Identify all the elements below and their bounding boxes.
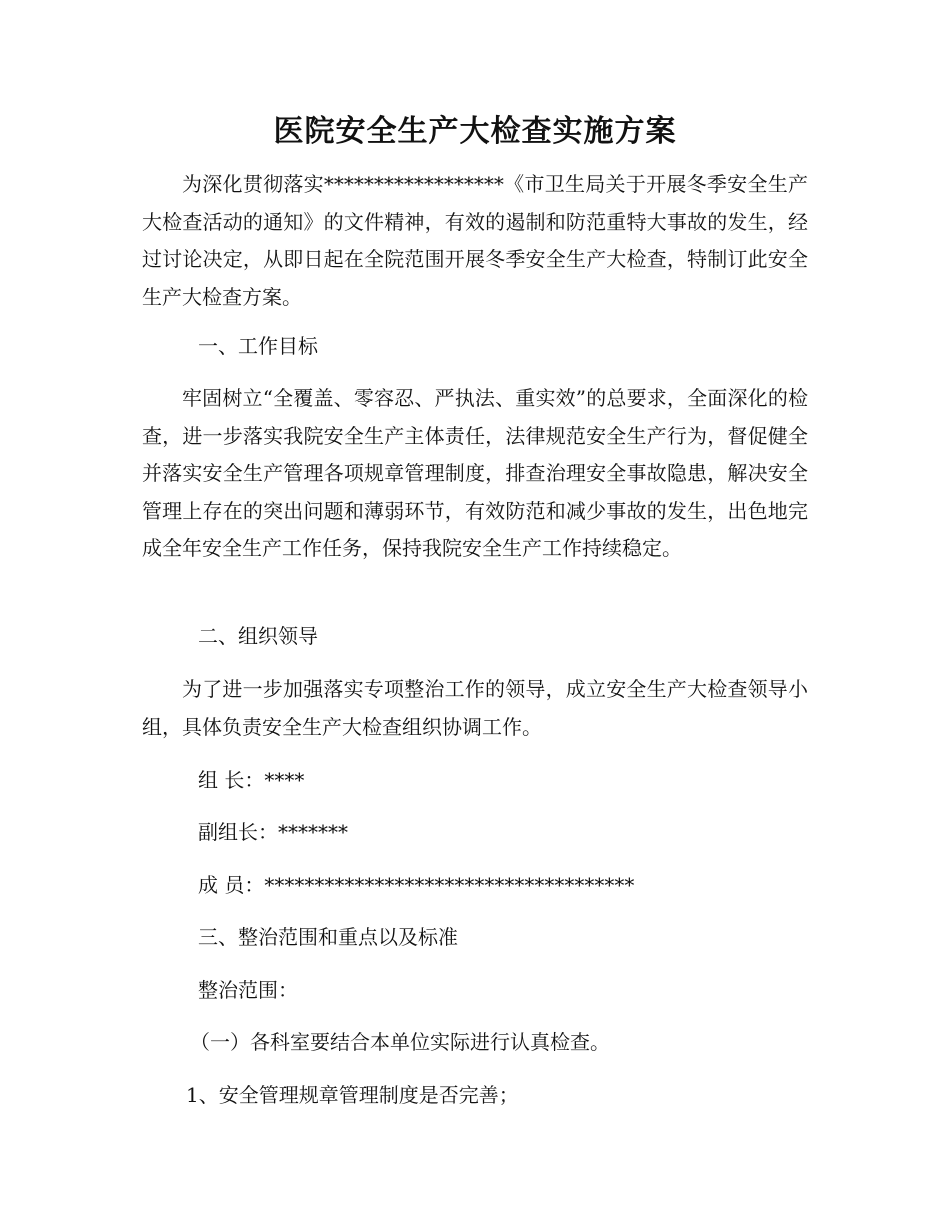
section-heading-scope: 三、整治范围和重点以及标准 bbox=[198, 925, 458, 949]
leader-line: 组 长：**** bbox=[198, 768, 305, 792]
document-title: 医院安全生产大检查实施方案 bbox=[273, 114, 677, 149]
deputy-leader-line: 副组长：******* bbox=[198, 820, 348, 844]
scope-item-1: （一）各科室要结合本单位实际进行认真检查。 bbox=[190, 1030, 610, 1054]
section-heading-goals: 一、工作目标 bbox=[198, 334, 318, 358]
members-line: 成 员：************************************* bbox=[198, 873, 635, 897]
intro-paragraph: 为深化贯彻落实******************《市卫生局关于开展冬季安全生产大检查活动的通知》的文件精神，有效的遏制和防范重特大事故的发生，经过讨论决定，从即日起在全院范围开展冬季安全生产大检查，特制订此安全生产大检查方案。 bbox=[142, 172, 808, 309]
scope-label: 整治范围： bbox=[198, 978, 298, 1002]
section-heading-organization: 二、组织领导 bbox=[198, 624, 318, 648]
organization-paragraph: 为了进一步加强落实专项整治工作的领导，成立安全生产大检查领导小组，具体负责安全生产大检查组织协调工作。 bbox=[142, 677, 808, 739]
goals-paragraph: 牢固树立“全覆盖、零容忍、严执法、重实效”的总要求，全面深化的检查，进一步落实我院安全生产主体责任，法律规范安全生产行为，督促健全并落实安全生产管理各项规章管理制度，排查治理安全事故隐患，解决安全管理上存在的突出问题和薄弱环节，有效防范和减少事故的发生，出色地完成全年安全生产工作任务，保持我院安全生产工作持续稳定。 bbox=[142, 386, 808, 560]
check-item-1: 1、安全管理规章管理制度是否完善； bbox=[186, 1083, 519, 1107]
